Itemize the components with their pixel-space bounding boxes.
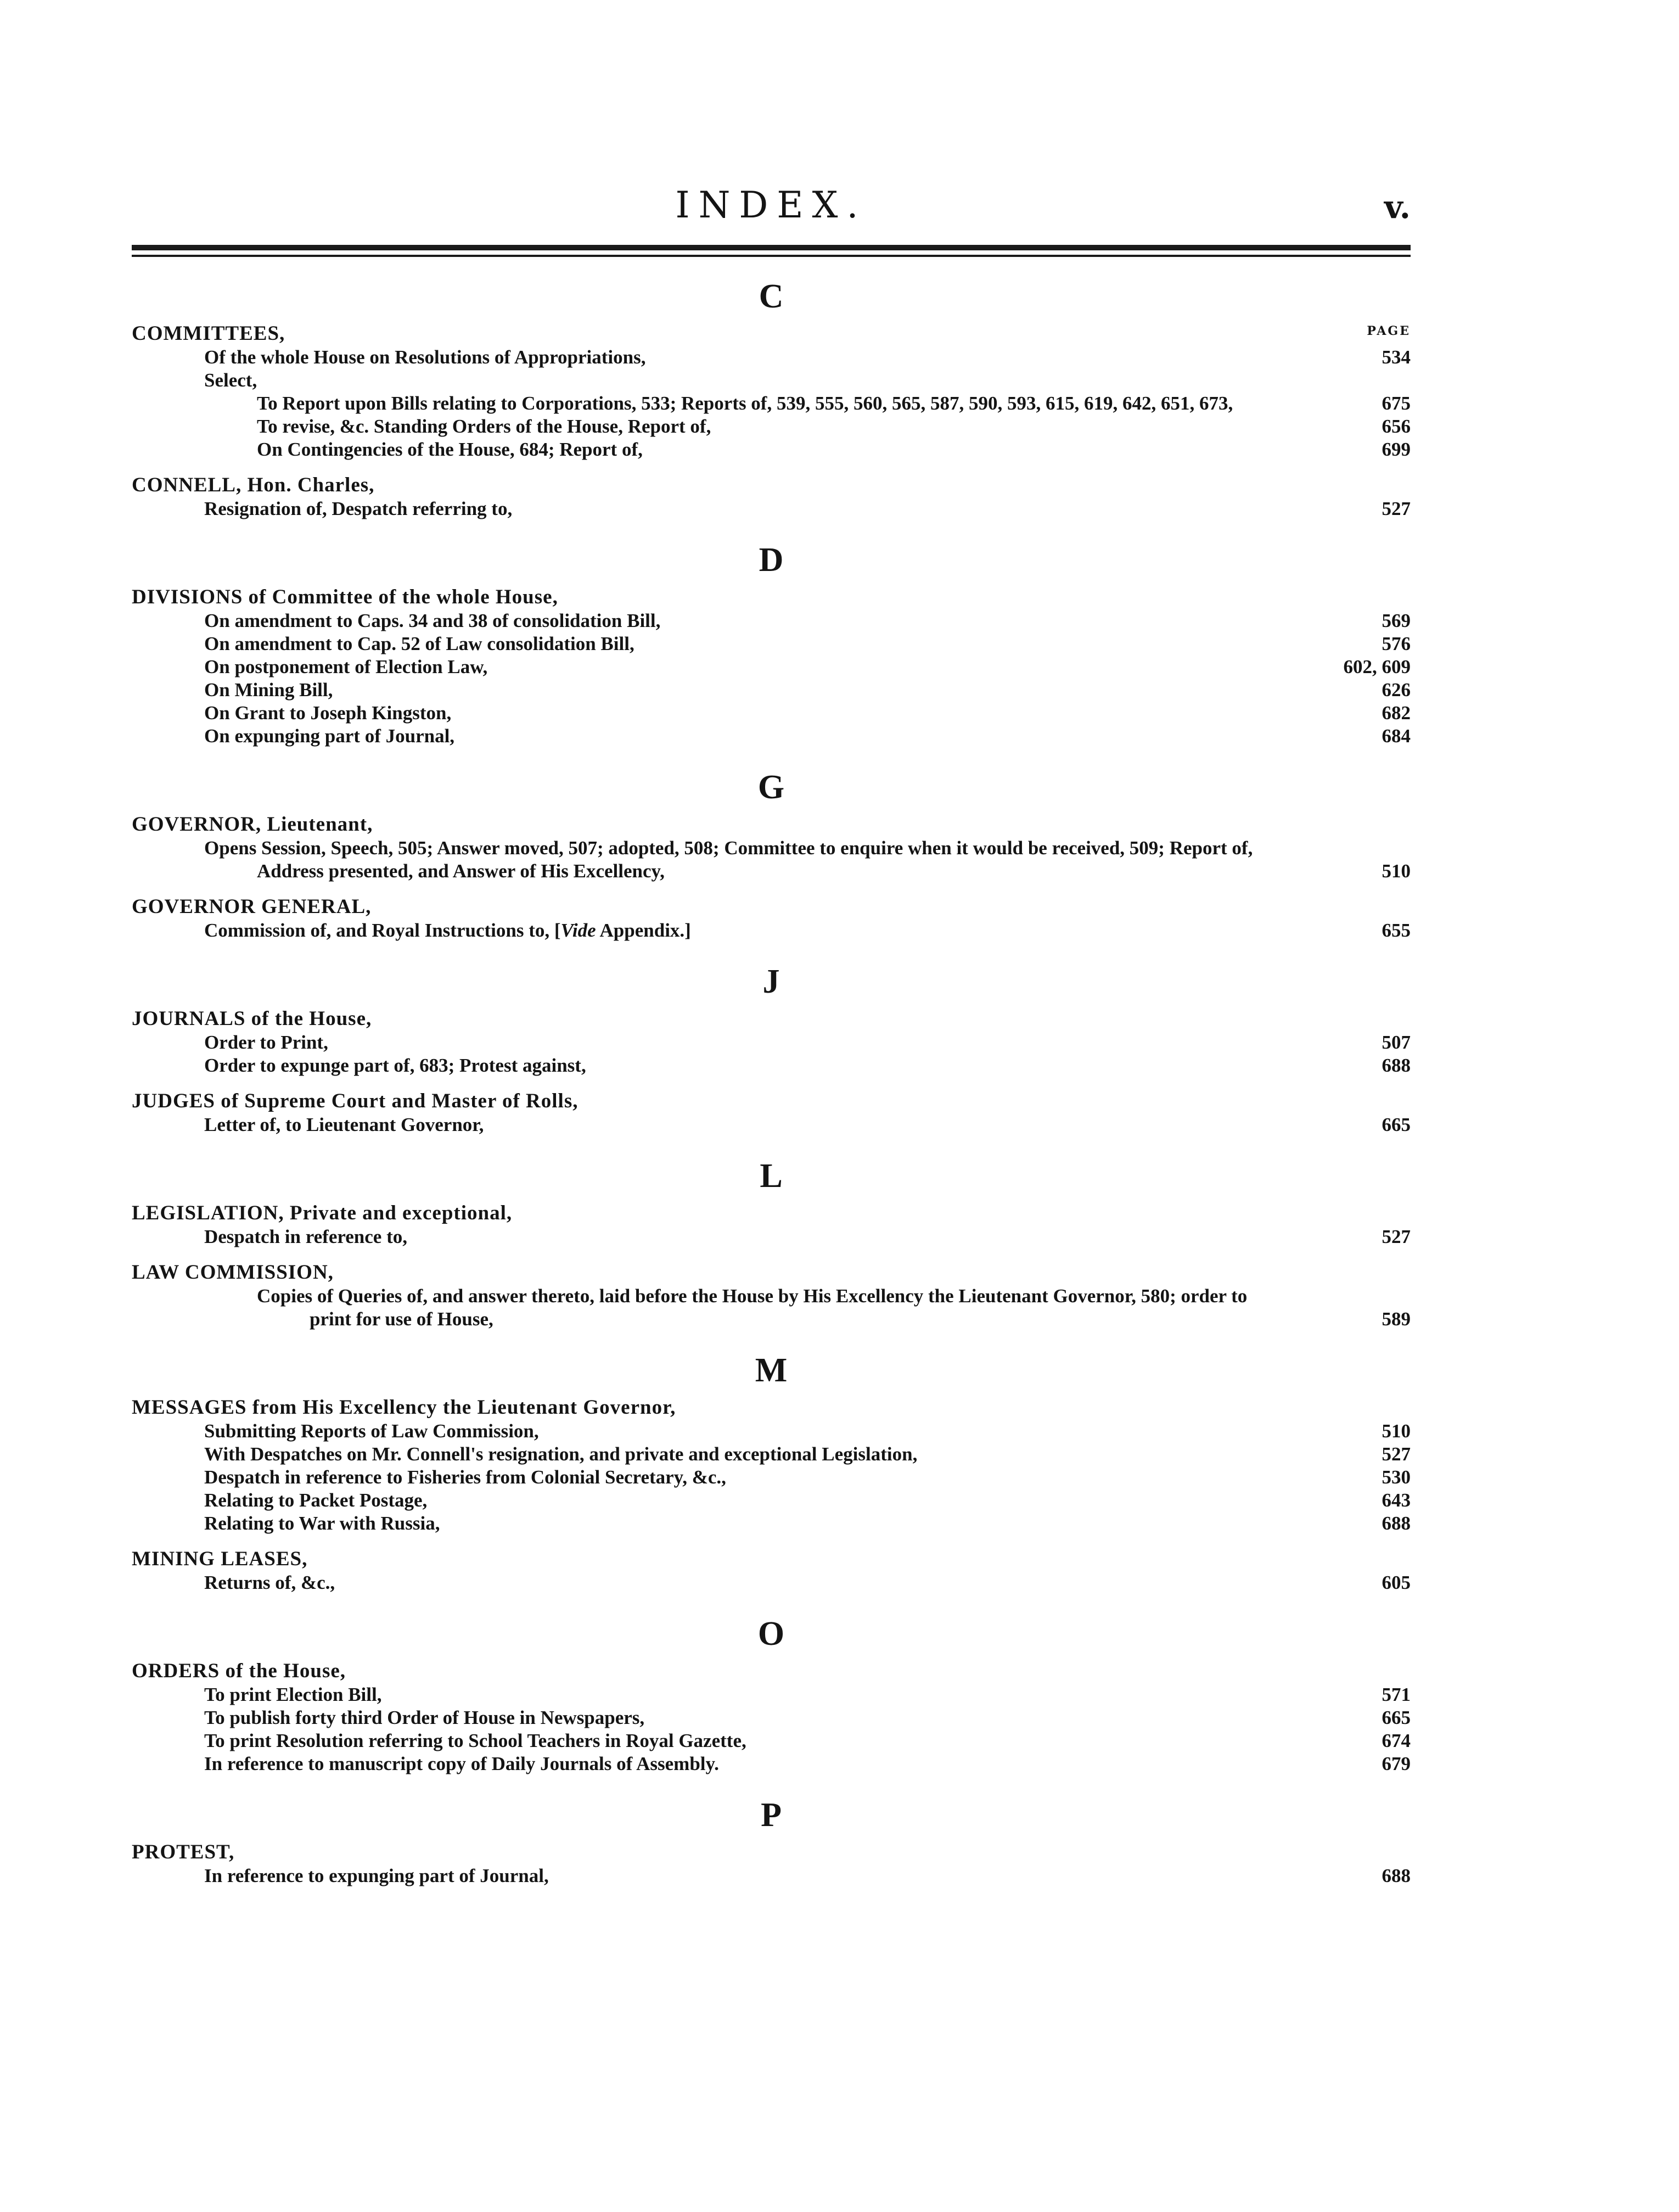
entry-text-main: To print Election Bill, <box>204 1684 382 1705</box>
entry-page-number: 655 <box>1382 920 1411 941</box>
index-entry <box>132 919 1411 942</box>
entry-heading: DIVISIONS of Committee of the whole House, <box>132 586 558 608</box>
index-entry <box>132 837 1411 883</box>
entry-page-number: 534 <box>1382 346 1411 368</box>
page-column-caption: PAGE <box>1367 324 1411 338</box>
entry-page-number: 527 <box>1382 498 1411 519</box>
index-entry <box>132 438 1411 461</box>
section-letter: G <box>757 769 785 806</box>
entry-text-main: Submitting Reports of Law Commission, <box>204 1420 539 1442</box>
entry-text-main: To publish forty third Order of House in Newspapers, <box>204 1707 645 1728</box>
entry-text <box>204 1571 1268 1594</box>
index-entry-group <box>132 1547 1411 1594</box>
entry-page-number: 684 <box>1382 725 1411 747</box>
entry-text-main: On Contingencies of the House, 684; Report of, <box>257 439 643 460</box>
entry-text <box>204 1466 1268 1489</box>
index-entry <box>132 497 1411 520</box>
index-entry <box>132 1729 1411 1752</box>
entry-heading: GOVERNOR GENERAL, <box>132 895 372 918</box>
header-rule-thin <box>132 255 1411 257</box>
index-section-p <box>132 1788 1411 1888</box>
entry-text <box>204 702 1268 725</box>
section-letter: L <box>760 1157 783 1195</box>
entry-text-main: On Mining Bill, <box>204 679 333 701</box>
entry-text <box>204 497 1268 520</box>
entry-page-number: 665 <box>1382 1114 1411 1135</box>
entry-text <box>204 1225 1268 1248</box>
entry-text <box>204 679 1268 702</box>
index-entry <box>132 702 1411 725</box>
entry-page-number: 699 <box>1382 439 1411 460</box>
entry-page-number: 510 <box>1382 1420 1411 1442</box>
entry-page-number: 626 <box>1382 679 1411 701</box>
entry-text <box>257 438 1268 461</box>
entry-text-main: Relating to Packet Postage, <box>204 1489 428 1511</box>
entry-page-number: 507 <box>1382 1032 1411 1053</box>
entry-text <box>204 1420 1268 1443</box>
entry-text-main: On postponement of Election Law, <box>204 656 488 677</box>
entry-text-main: Of the whole House on Resolutions of Appropriations, <box>204 346 646 368</box>
entry-text <box>204 1683 1268 1706</box>
entry-text-main: On expunging part of Journal, <box>204 725 455 747</box>
entry-text-main: In reference to expunging part of Journal, <box>204 1865 549 1886</box>
index-entry-group <box>132 473 1411 520</box>
entry-page-number: 688 <box>1382 1513 1411 1534</box>
entry-text <box>204 1752 1268 1776</box>
entry-text-main: On Grant to Joseph Kingston, <box>204 702 452 724</box>
entry-page-number: 688 <box>1382 1865 1411 1886</box>
index-section-g <box>132 760 1411 942</box>
entry-text <box>204 725 1268 748</box>
entry-text-main: Letter of, to Lieutenant Governor, <box>204 1114 484 1135</box>
index-entry-group <box>132 1261 1411 1331</box>
entry-text-main: To Report upon Bills relating to Corporations, 533; Reports of, 539, 555, 560, 565, 587, 590, 593, 615, 619, 642, 651, 673, <box>257 393 1233 414</box>
index-section-l <box>132 1149 1411 1331</box>
entry-text-main: Despatch in reference to Fisheries from Colonial Secretary, &c., <box>204 1466 726 1488</box>
entry-text-main: Order to expunge part of, 683; Protest against, <box>204 1055 586 1076</box>
entry-page-number: 576 <box>1382 633 1411 654</box>
section-letter: M <box>755 1352 788 1389</box>
page-number: v. <box>1384 188 1411 226</box>
index-entry <box>132 1420 1411 1443</box>
entry-text-main: Commission of, and Royal Instructions to, <box>204 920 550 941</box>
entry-page-number: 530 <box>1382 1466 1411 1488</box>
entry-text-main: Resignation of, Despatch referring to, <box>204 498 513 519</box>
entry-heading: JOURNALS of the House, <box>132 1007 372 1030</box>
entry-page-number: 688 <box>1382 1055 1411 1076</box>
entry-text-main: On amendment to Caps. 34 and 38 of consolidation Bill, <box>204 610 661 631</box>
entry-text <box>204 1706 1268 1729</box>
index-entry <box>132 1113 1411 1136</box>
index-entry <box>132 1225 1411 1248</box>
entry-page-number: 527 <box>1382 1226 1411 1247</box>
entry-text-main: To revise, &c. Standing Orders of the House, Report of, <box>257 416 711 437</box>
index-section-d <box>132 533 1411 748</box>
index-entry <box>132 1031 1411 1054</box>
index-entry-group <box>132 1201 1411 1248</box>
entry-text <box>204 609 1268 632</box>
entry-text-main: Opens Session, Speech, 505; Answer moved, 507; adopted, 508; Committee to enquire when it would be received, 509; Report of, Address presented, and Answer of His Excellency, <box>204 837 1253 882</box>
entry-heading: COMMITTEES, <box>132 322 285 345</box>
entry-page-number: 589 <box>1382 1308 1411 1330</box>
section-letter: O <box>757 1615 785 1653</box>
entry-text <box>257 392 1268 415</box>
index-entry-group <box>132 1007 1411 1077</box>
entry-heading: PROTEST, <box>132 1841 235 1863</box>
entry-heading: LAW COMMISSION, <box>132 1261 334 1284</box>
entry-page-number: 643 <box>1382 1489 1411 1511</box>
entry-ref-rest: Appendix.] <box>596 920 691 941</box>
entry-text-main: Select, <box>204 369 257 391</box>
entry-text <box>204 1443 1268 1466</box>
index-entry <box>132 1706 1411 1729</box>
index-entry <box>132 346 1411 369</box>
entry-text <box>204 656 1268 679</box>
index-entry <box>132 1683 1411 1706</box>
index-entry <box>132 725 1411 748</box>
entry-text-main: Order to Print, <box>204 1032 328 1053</box>
entry-text <box>204 1113 1268 1136</box>
page-header <box>132 184 1411 233</box>
entry-heading: ORDERS of the House, <box>132 1660 346 1682</box>
entry-page-number: 656 <box>1382 416 1411 437</box>
entry-page-number: 675 <box>1382 393 1411 414</box>
index-entry <box>132 1571 1411 1594</box>
entry-text-main: Relating to War with Russia, <box>204 1513 440 1534</box>
index-section-o <box>132 1606 1411 1776</box>
index-entry <box>132 1054 1411 1077</box>
entry-italic-ref: Vide <box>560 920 596 941</box>
index-entry-group <box>132 1396 1411 1535</box>
entry-text <box>204 1489 1268 1512</box>
entry-page-number: 682 <box>1382 702 1411 724</box>
index-content <box>132 269 1411 1900</box>
entry-text <box>204 1864 1268 1888</box>
entry-text <box>204 837 1268 883</box>
entry-text <box>204 1512 1268 1535</box>
index-entry-group <box>132 585 1411 748</box>
index-section-j <box>132 954 1411 1136</box>
index-entry <box>132 415 1411 438</box>
entry-text-main: On amendment to Cap. 52 of Law consolidation Bill, <box>204 633 634 654</box>
entry-heading: JUDGES of Supreme Court and Master of Rolls, <box>132 1090 579 1112</box>
entry-text <box>204 1031 1268 1054</box>
index-entry <box>132 1752 1411 1776</box>
entry-heading: MESSAGES from His Excellency the Lieutenant Governor, <box>132 1396 676 1419</box>
index-entry-group <box>132 1840 1411 1888</box>
index-entry <box>132 1489 1411 1512</box>
index-entry <box>132 392 1411 415</box>
entry-text <box>257 415 1268 438</box>
index-entry <box>132 632 1411 656</box>
section-letter: D <box>759 541 784 579</box>
index-entry-group <box>132 895 1411 942</box>
entry-text-main: Copies of Queries of, and answer thereto, laid before the House by His Excellency the Lieutenant Governor, 580; order to print for use of House, <box>257 1285 1248 1330</box>
index-entry-group <box>132 813 1411 883</box>
index-entry <box>132 1285 1411 1331</box>
entry-heading: CONNELL, Hon. Charles, <box>132 474 375 496</box>
index-section-c <box>132 269 1411 520</box>
entry-text <box>204 632 1268 656</box>
entry-page-number: 527 <box>1382 1443 1411 1465</box>
entry-page-number: 674 <box>1382 1730 1411 1751</box>
section-letter: J <box>762 963 780 1000</box>
section-letter: C <box>759 278 784 315</box>
entry-heading: MINING LEASES, <box>132 1548 308 1570</box>
entry-page-number: 510 <box>1382 860 1411 882</box>
entry-text-main: Despatch in reference to, <box>204 1226 407 1247</box>
index-entry <box>132 679 1411 702</box>
index-entry <box>132 1864 1411 1888</box>
entry-heading: GOVERNOR, Lieutenant, <box>132 813 373 836</box>
entry-text-main: Returns of, &c., <box>204 1572 335 1593</box>
header-rule-thick <box>132 245 1411 250</box>
index-entry <box>132 369 1411 392</box>
entry-text <box>204 346 1268 369</box>
index-entry <box>132 1512 1411 1535</box>
index-entry <box>132 1466 1411 1489</box>
entry-page-number: 569 <box>1382 610 1411 631</box>
entry-page-number: 679 <box>1382 1753 1411 1774</box>
entry-text <box>204 1729 1268 1752</box>
page-title: INDEX. <box>675 184 867 226</box>
entry-page-number: 602, 609 <box>1343 656 1411 677</box>
index-section-m <box>132 1343 1411 1594</box>
index-entry-group <box>132 322 1411 461</box>
entry-text: Commission of, and Royal Instructions to, [Vide Appendix.] <box>204 920 691 941</box>
entry-text <box>204 1054 1268 1077</box>
index-entry <box>132 1443 1411 1466</box>
entry-text <box>257 1285 1268 1331</box>
entry-text-main: With Despatches on Mr. Connell's resignation, and private and exceptional Legislation, <box>204 1443 918 1465</box>
entry-heading: LEGISLATION, Private and exceptional, <box>132 1202 513 1224</box>
index-entry <box>132 656 1411 679</box>
index-entry-group <box>132 1659 1411 1776</box>
entry-text-main: In reference to manuscript copy of Daily Journals of Assembly. <box>204 1753 719 1774</box>
entry-text-main: To print Resolution referring to School Teachers in Royal Gazette, <box>204 1730 746 1751</box>
entry-text <box>204 369 1268 392</box>
index-entry-group <box>132 1089 1411 1136</box>
entry-page-number: 665 <box>1382 1707 1411 1728</box>
entry-page-number: 605 <box>1382 1572 1411 1593</box>
section-letter: P <box>761 1796 782 1834</box>
index-entry <box>132 609 1411 632</box>
entry-page-number: 571 <box>1382 1684 1411 1705</box>
